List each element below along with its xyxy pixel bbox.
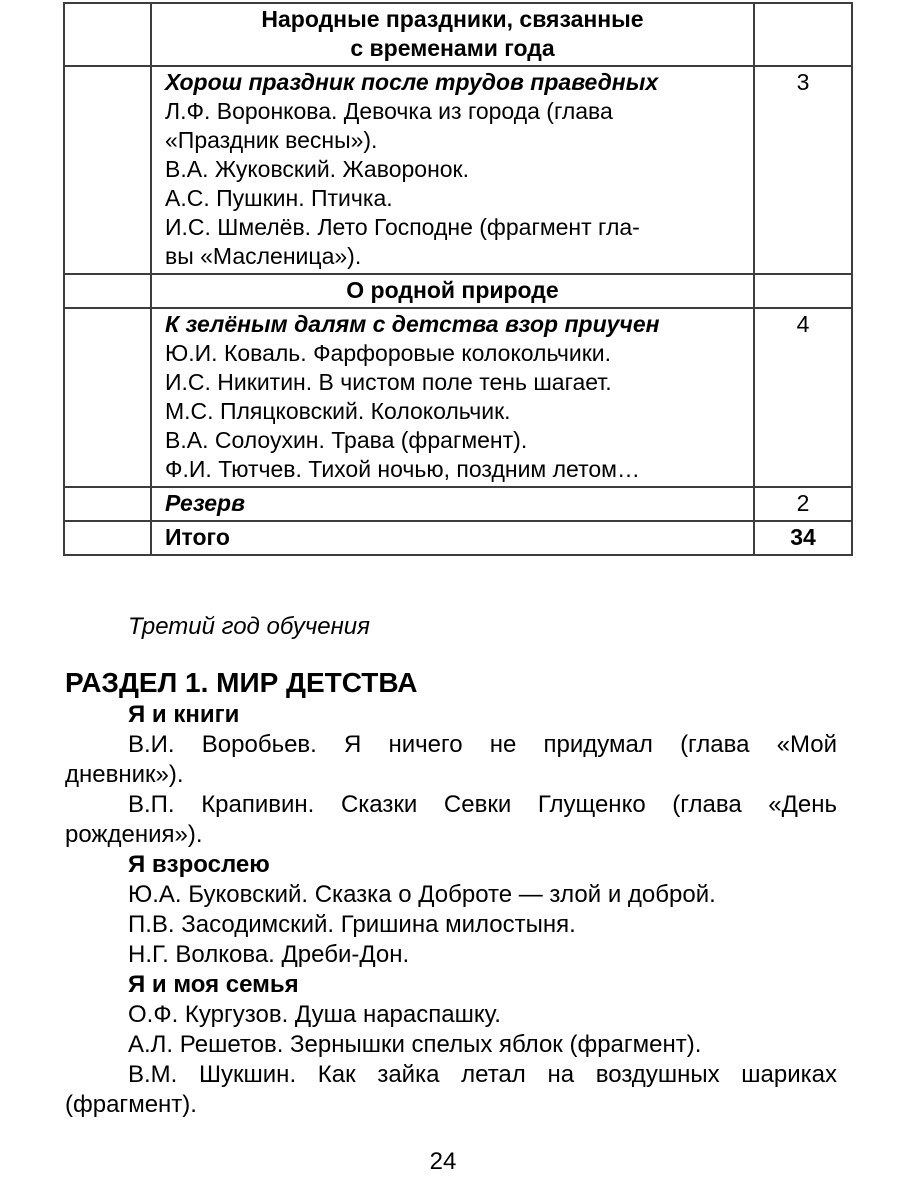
table-row-reserve — [64, 487, 852, 521]
table-row-section-header — [64, 3, 852, 66]
topic-title: Хорош праздник после трудов праведных — [165, 69, 659, 95]
hours-cell: 2 — [754, 487, 852, 521]
number-cell — [64, 521, 151, 555]
curriculum-table — [63, 2, 853, 556]
number-cell — [64, 308, 151, 487]
text-line: дневник»). — [65, 761, 184, 788]
hours-cell: 4 — [754, 308, 852, 487]
text-line: Н.Г. Волкова. Дреби-Дон. — [128, 941, 410, 968]
text-line: Ф.И. Тютчев. Тихой ночью, поздним летом… — [165, 456, 640, 482]
text-line: И.С. Никитин. В чистом поле тень шагает. — [165, 369, 612, 395]
number-cell — [64, 66, 151, 274]
table-row-topic — [64, 308, 852, 487]
text-line: Народные праздники, связанные — [261, 6, 644, 32]
total-label-cell: Итого — [151, 521, 754, 555]
number-cell — [64, 3, 151, 66]
text-line: О родной природе — [346, 277, 559, 303]
text-line: И.С. Шмелёв. Лето Господне (фрагмент гла- — [165, 214, 640, 240]
topic-items — [165, 339, 747, 484]
section-header-cell — [151, 274, 754, 308]
number-cell — [64, 274, 151, 308]
text-line: А.Л. Решетов. Зернышки спелых яблок (фрагмент). — [128, 1031, 702, 1058]
text-line: Третий год обучения — [128, 613, 370, 640]
text-line: РАЗДЕЛ 1. МИР ДЕТСТВА — [65, 667, 418, 698]
text-line: Я и книги — [128, 701, 240, 728]
table-row-topic — [64, 66, 852, 274]
reserve-label-cell: Резерв — [151, 487, 754, 521]
section-header-cell — [151, 3, 754, 66]
text-line: В.И. Воробьев. Я ничего не придумал (глава «Мой — [128, 731, 837, 758]
text-line: В.А. Солоухин. Трава (фрагмент). — [165, 427, 528, 453]
number-cell — [64, 487, 151, 521]
hours-cell: 3 — [754, 66, 852, 274]
text-line: А.С. Пушкин. Птичка. — [165, 185, 393, 211]
text-line: Я взрослею — [128, 851, 270, 878]
text-line: М.С. Пляцковский. Колокольчик. — [165, 398, 511, 424]
text-line: В.А. Жуковский. Жаворонок. — [165, 156, 470, 182]
text-line: Л.Ф. Воронкова. Девочка из города (глава — [165, 98, 613, 124]
text-line: (фрагмент). — [65, 1091, 197, 1118]
text-line: вы «Масленица»). — [165, 243, 362, 269]
text-line: Ю.И. Коваль. Фарфоровые колокольчики. — [165, 340, 612, 366]
body-text — [65, 612, 837, 1120]
text-line: Я и моя семья — [128, 971, 299, 998]
hours-cell: 34 — [754, 521, 852, 555]
hours-cell — [754, 274, 852, 308]
topic-title: К зелёным далям с детства взор приучен — [165, 311, 660, 337]
topic-cell — [151, 308, 754, 487]
topic-items — [165, 97, 747, 271]
text-line: Ю.А. Буковский. Сказка о Доброте — злой и доброй. — [128, 881, 716, 908]
page-number: 24 — [429, 1148, 457, 1175]
text-line: В.М. Шукшин. Как зайка летал на воздушных шариках — [128, 1061, 837, 1088]
hours-cell — [754, 3, 852, 66]
table-row-total — [64, 521, 852, 555]
text-line: с временами года — [350, 35, 555, 61]
text-line: В.П. Крапивин. Сказки Севки Глущенко (глава «День — [128, 791, 837, 818]
table-row-section-header — [64, 274, 852, 308]
text-line: «Праздник весны»). — [165, 127, 378, 153]
text-line: О.Ф. Кургузов. Душа нараспашку. — [128, 1001, 501, 1028]
topic-cell — [151, 66, 754, 274]
text-line: П.В. Засодимский. Гришина милостыня. — [128, 911, 576, 938]
text-line: рождения»). — [65, 821, 203, 848]
